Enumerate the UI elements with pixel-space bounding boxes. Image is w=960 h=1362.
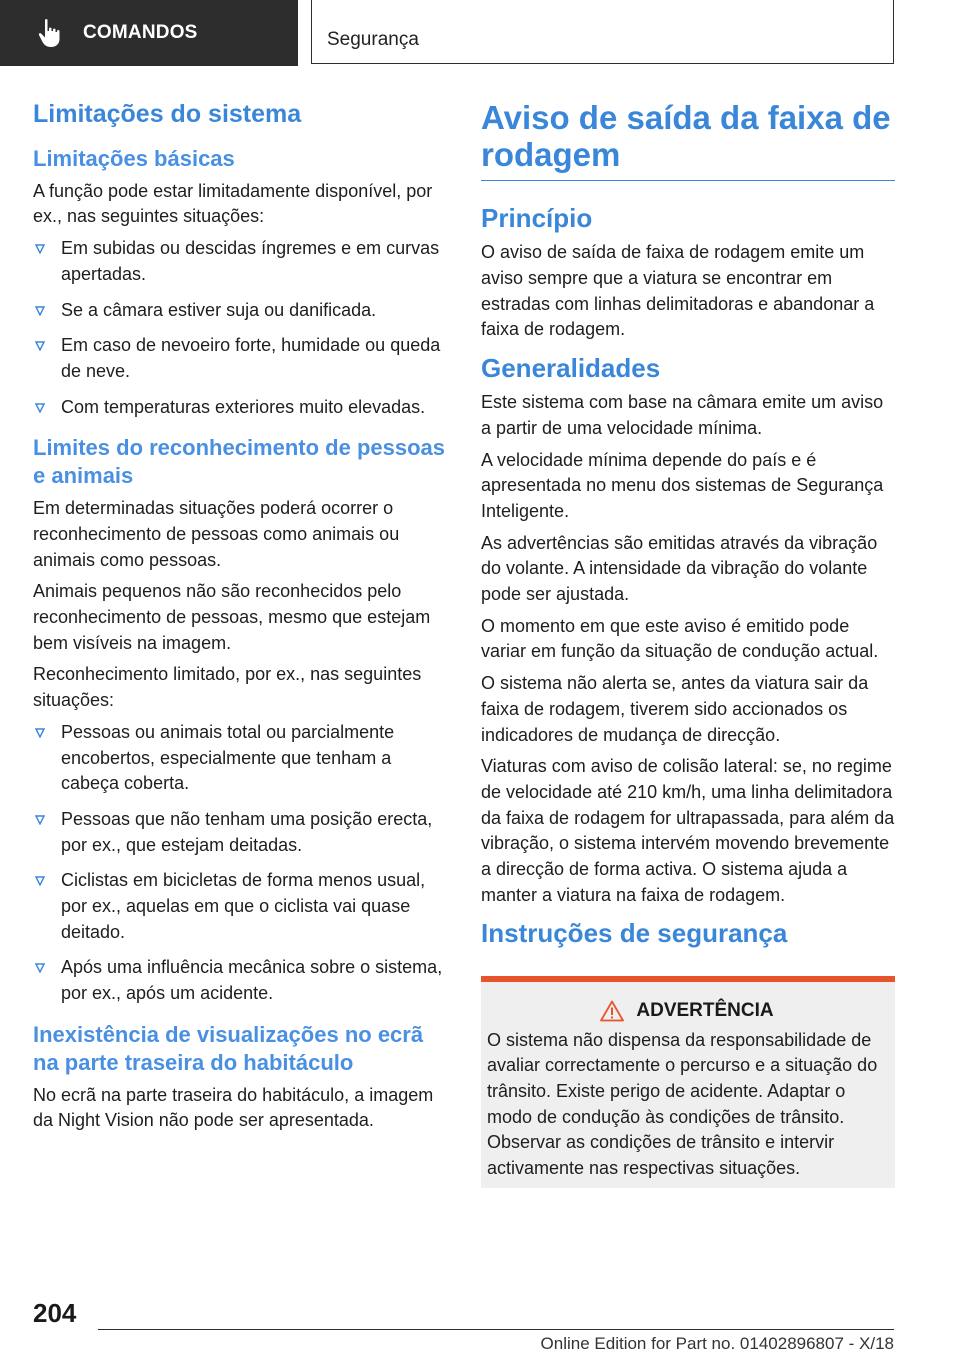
- list-item: Ciclistas em bicicletas de forma menos usual, por ex., aquelas em que o ciclista vai quase deitado.: [33, 868, 447, 945]
- triangle-bullet-icon: [35, 244, 45, 254]
- list-item: Com temperaturas exteriores muito elevadas.: [33, 395, 447, 421]
- list-item: Pessoas ou animais total ou parcialmente encobertos, especialmente que tenham a cabeça coberta.: [33, 720, 447, 797]
- paragraph: Animais pequenos não são reconhecidos pelo reconhecimento de pessoas, mesmo que estejam bem visíveis na imagem.: [33, 581, 431, 653]
- page-number: 204: [33, 1298, 77, 1328]
- warning-triangle-icon: [600, 1000, 624, 1022]
- triangle-bullet-icon: [35, 963, 45, 973]
- list-item: Se a câmara estiver suja ou danificada.: [33, 298, 447, 324]
- paragraph: No ecrã na parte traseira do habitáculo, a imagem da Night Vision não pode ser apresentada.: [33, 1084, 434, 1131]
- right-column: [481, 100, 895, 1188]
- section-tab: [0, 0, 298, 66]
- subheading-recognition-limits: Limites do reconhecimento de pessoas e animais: [33, 435, 446, 489]
- breadcrumb-label: Segurança: [327, 29, 419, 50]
- triangle-bullet-icon: [35, 815, 45, 825]
- paragraph: O aviso de saída de faixa de rodagem emite um aviso sempre que a viatura se encontrar em estradas com linhas delimitadoras e abandonar a faixa de rodagem.: [481, 242, 875, 340]
- list-item: Em caso de nevoeiro forte, humidade ou queda de neve.: [33, 333, 447, 384]
- list-item: Após uma influência mecânica sobre o sistema, por ex., após um acidente.: [33, 955, 447, 1006]
- heading-principle: Princípio: [481, 202, 593, 233]
- subheading-basic-limitations: Limitações básicas: [33, 145, 235, 171]
- paragraph: Viaturas com aviso de colisão lateral: se, no regime de velocidade até 210 km/h, uma linha delimitadora da faixa de rodagem for ultrapassada, para além da vibração, o sistema intervém movendo brevemente a direcção de forma activa. O sistema ajuda a manter a viatura na faixa de rodagem.: [481, 756, 895, 905]
- page-title: Aviso de saída da faixa de rodagem: [481, 100, 895, 181]
- bullet-list-recognition: [33, 720, 447, 1007]
- paragraph: Reconhecimento limitado, por ex., nas seguintes situações:: [33, 664, 422, 711]
- paragraph: A velocidade mínima depende do país e é apresentada no menu dos sistemas de Segurança Inteligente.: [481, 449, 884, 521]
- footer-edition: Online Edition for Part no. 01402896807 - X/18: [540, 1334, 894, 1353]
- left-column: [33, 100, 447, 1140]
- heading-safety-instructions: Instruções de segurança: [481, 918, 788, 949]
- triangle-bullet-icon: [35, 403, 45, 413]
- section-tab-label: COMANDOS: [83, 22, 198, 43]
- triangle-bullet-icon: [35, 728, 45, 738]
- paragraph: As advertências são emitidas através da vibração do volante. A intensidade da vibração do volante pode ser ajustada.: [481, 532, 878, 605]
- triangle-bullet-icon: [35, 306, 45, 316]
- pointing-hand-icon: [37, 18, 63, 48]
- section-title-limitations: Limitações do sistema: [33, 100, 302, 128]
- list-item: Em subidas ou descidas íngremes e em curvas apertadas.: [33, 236, 447, 287]
- paragraph: A função pode estar limitadamente disponível, por ex., nas seguintes situações:: [33, 180, 433, 227]
- paragraph: Em determinadas situações poderá ocorrer o reconhecimento de pessoas como animais ou animais como pessoas.: [33, 498, 400, 570]
- paragraph: O sistema não alerta se, antes da viatura sair da faixa de rodagem, tiverem sido accionados os indicadores de mudança de direcção.: [481, 673, 869, 745]
- triangle-bullet-icon: [35, 341, 45, 351]
- page-header: [0, 0, 960, 66]
- warning-title: ADVERTÊNCIA: [636, 999, 774, 1021]
- paragraph: Este sistema com base na câmara emite um aviso a partir de uma velocidade mínima.: [481, 392, 884, 438]
- warning-text: O sistema não dispensa da responsabilidade de avaliar correctamente o percurso e a situação do trânsito. Existe perigo de acidente. Adaptar o modo de condução às condições de trânsito. Observar as condições de trânsito e intervir activamente nas respectivas situações.: [487, 1029, 878, 1179]
- bullet-list-basic: [33, 236, 447, 420]
- warning-box: [481, 976, 895, 1188]
- subheading-rear-display: Inexistência de visualizações no ecrã na parte traseira do habitáculo: [33, 1021, 424, 1075]
- list-item: Pessoas que não tenham uma posição erecta, por ex., que estejam deitadas.: [33, 807, 447, 858]
- heading-general: Generalidades: [481, 352, 661, 383]
- triangle-bullet-icon: [35, 876, 45, 886]
- paragraph: O momento em que este aviso é emitido pode variar em função da situação de condução actual.: [481, 615, 879, 662]
- warning-header: [487, 1000, 887, 1022]
- footer-divider: [98, 1329, 894, 1330]
- breadcrumb: [311, 0, 894, 64]
